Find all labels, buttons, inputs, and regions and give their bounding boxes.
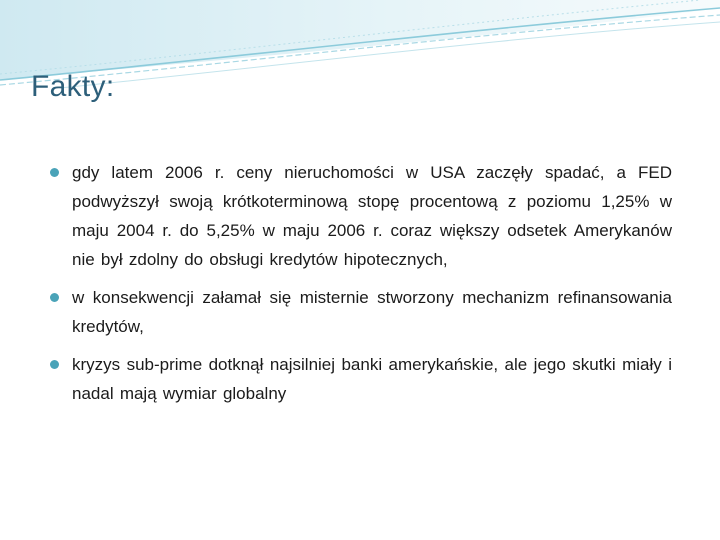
bullet-text: kryzys sub-prime dotknął najsilniej banki amerykańskie, ale jego skutki miały i nadal mają wymiar globalny bbox=[72, 355, 672, 403]
bullet-dot-icon bbox=[50, 168, 59, 177]
slide-title: Fakty: bbox=[31, 70, 115, 103]
bullet-item bbox=[50, 350, 672, 408]
bullet-dot-icon bbox=[50, 293, 59, 302]
bullet-text: gdy latem 2006 r. ceny nieruchomości w USA zaczęły spadać, a FED podwyższył swoją krótkoterminową stopę procentową z poziomu 1,25% w maju 2004 r. do 5,25% w maju 2006 r. coraz większy odsetek Amerykanów nie był zdolny do obsługi kredytów hipotecznych, bbox=[72, 163, 672, 269]
header-band bbox=[0, 0, 720, 80]
bullet-item bbox=[50, 158, 672, 274]
bullet-text: w konsekwencji załamał się misternie stworzony mechanizm refinansowania kredytów, bbox=[72, 288, 672, 336]
bullet-item bbox=[50, 283, 672, 341]
bullet-list bbox=[50, 158, 672, 417]
bullet-dot-icon bbox=[50, 360, 59, 369]
